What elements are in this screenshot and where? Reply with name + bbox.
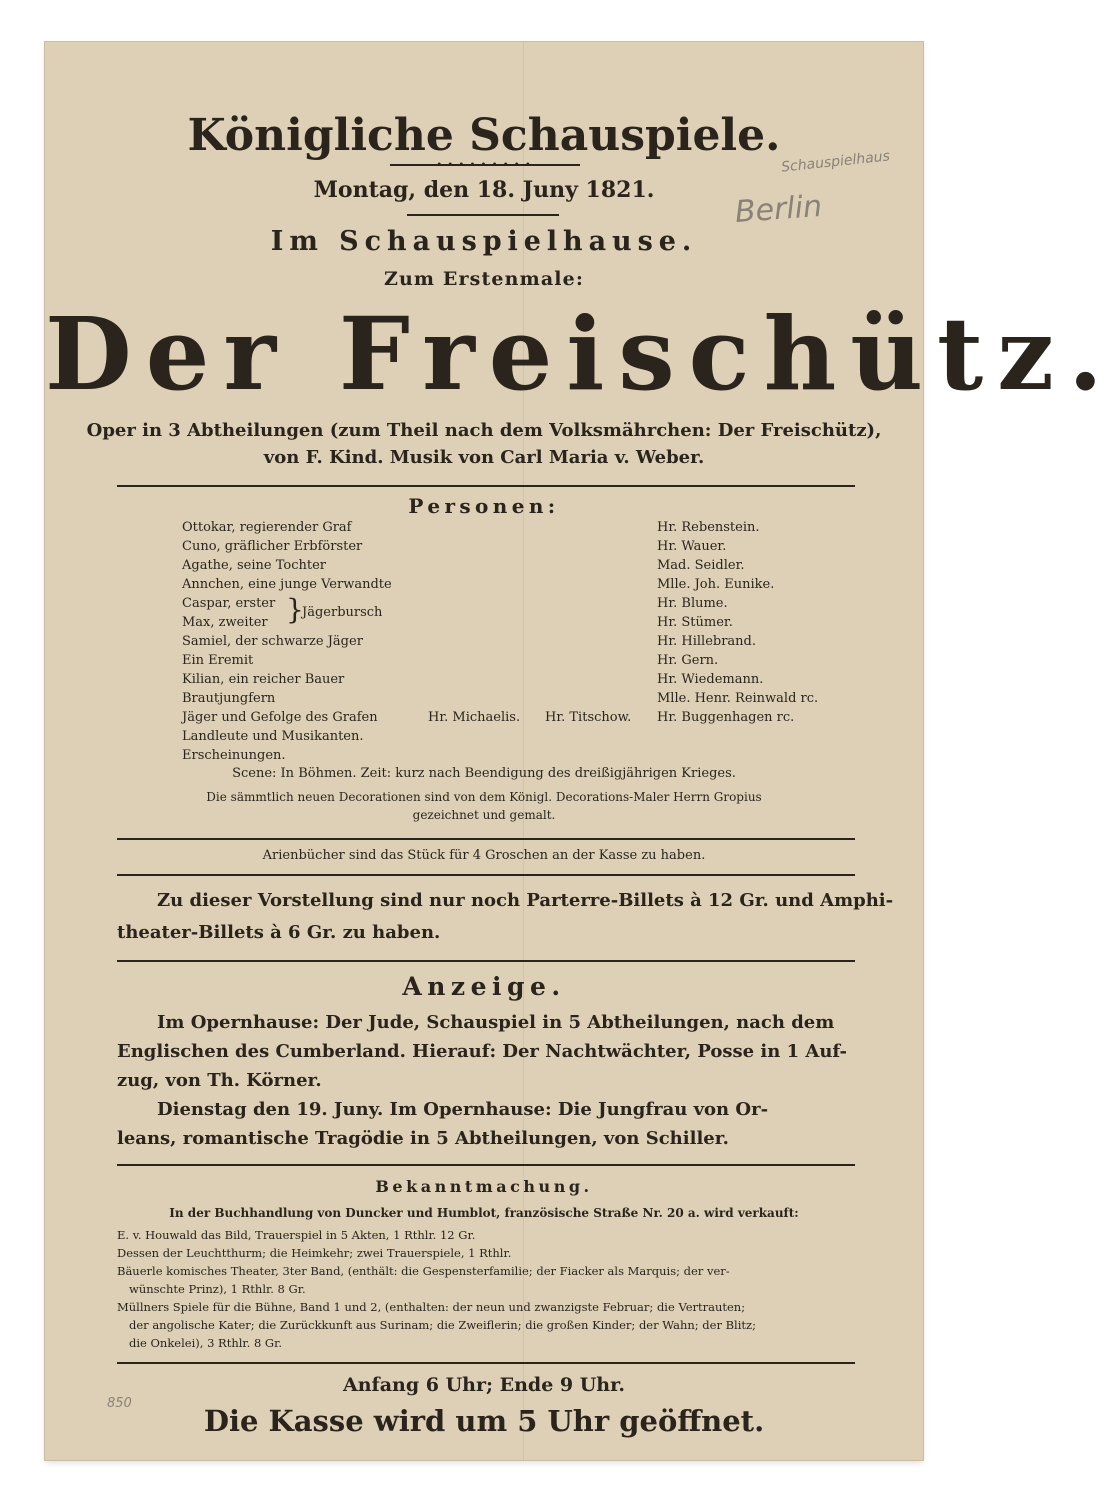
role-name: Cuno, gräflicher Erbförster bbox=[182, 539, 363, 554]
actor-name: Hr. Hillebrand. bbox=[657, 634, 757, 649]
book-line: Bäuerle komisches Theater, 3ter Band, (enthält: die Gespensterfamilie; der Fiacker als Marquis; der ver- bbox=[117, 1264, 730, 1278]
book-line: wünschte Prinz), 1 Rthlr. 8 Gr. bbox=[129, 1282, 306, 1296]
libretto-note: Arienbücher sind das Stück für 4 Groschen an der Kasse zu haben. bbox=[262, 848, 706, 863]
notice-line: Englischen des Cumberland. Hierauf: Der Nachtwächter, Posse in 1 Auf- bbox=[117, 1041, 847, 1062]
role-name: Kilian, ein reicher Bauer bbox=[182, 672, 345, 687]
playbill-sheet bbox=[45, 42, 1117, 1460]
notice-line: zug, von Th. Körner. bbox=[117, 1070, 322, 1091]
venue: Im Schauspielhause. bbox=[270, 226, 698, 257]
actor-name: Mlle. Henr. Reinwald rc. bbox=[657, 691, 819, 706]
section-rule-1 bbox=[117, 485, 855, 487]
performance-times: Anfang 6 Uhr; Ende 9 Uhr. bbox=[343, 1374, 625, 1396]
actor-name: Hr. Titschow. bbox=[545, 710, 632, 725]
brace-label: Jägerbursch bbox=[302, 605, 383, 620]
actor-name: Hr. Blume. bbox=[657, 596, 728, 611]
book-line: Dessen der Leuchtthurm; die Heimkehr; zwei Trauerspiele, 1 Rthlr. bbox=[117, 1246, 512, 1260]
role-name: Jäger und Gefolge des Grafen bbox=[182, 710, 378, 725]
section-rule-2 bbox=[117, 838, 855, 840]
notice-line: Dienstag den 19. Juny. Im Opernhause: Die Jungfrau von Or- bbox=[157, 1099, 769, 1120]
opera-title: Der Freischütz. bbox=[45, 295, 1117, 413]
book-line: die Onkelei), 3 Rthlr. 8 Gr. bbox=[129, 1336, 282, 1350]
performance-date: Montag, den 18. Juny 1821. bbox=[313, 177, 655, 203]
role-name: Samiel, der schwarze Jäger bbox=[182, 634, 363, 649]
role-name: Brautjungfern bbox=[182, 691, 276, 706]
first-time-label: Zum Erstenmale: bbox=[383, 268, 585, 290]
opera-subtitle-1: Oper in 3 Abtheilungen (zum Theil nach dem Volksmährchen: Der Freischütz), bbox=[86, 420, 882, 441]
section-rule-5 bbox=[117, 1164, 855, 1166]
decorations-line-2: gezeichnet und gemalt. bbox=[412, 808, 556, 822]
role-name: Erscheinungen. bbox=[182, 748, 286, 763]
title-ornament: • • • • • • • • • bbox=[436, 160, 532, 171]
actor-name: Hr. Rebenstein. bbox=[657, 520, 760, 535]
cast-heading: Personen: bbox=[408, 494, 560, 518]
tickets-line-2: theater-Billets à 6 Gr. zu haben. bbox=[117, 922, 441, 943]
opera-subtitle-2: von F. Kind. Musik von Carl Maria v. Weber. bbox=[263, 447, 705, 468]
announcement-intro: In der Buchhandlung von Duncker und Humblot, französische Straße Nr. 20 a. wird verkauft: bbox=[169, 1206, 799, 1220]
pencil-annotation: Schauspielhaus bbox=[780, 148, 891, 176]
actor-name: Mlle. Joh. Eunike. bbox=[657, 577, 775, 592]
role-name: Annchen, eine junge Verwandte bbox=[182, 577, 392, 592]
brace: } bbox=[286, 593, 304, 626]
role-name: Max, zweiter bbox=[182, 615, 268, 630]
section-rule-6 bbox=[117, 1362, 855, 1364]
decorations-line-1: Die sämmtlich neuen Decorationen sind von dem Königl. Decorations-Maler Herrn Gropius bbox=[206, 790, 762, 804]
notice-line: Im Opernhause: Der Jude, Schauspiel in 5 Abtheilungen, nach dem bbox=[157, 1012, 835, 1033]
role-name: Caspar, erster bbox=[182, 596, 276, 611]
role-name: Landleute und Musikanten. bbox=[182, 729, 364, 744]
book-line: Müllners Spiele für die Bühne, Band 1 und 2, (enthalten: der neun und zwanzigste Februar; die Vertrauten; bbox=[117, 1300, 746, 1314]
actor-name: Hr. Wiedemann. bbox=[657, 672, 764, 687]
theatre-title: Königliche Schauspiele. bbox=[187, 110, 781, 161]
book-line: E. v. Houwald das Bild, Trauerspiel in 5 Akten, 1 Rthlr. 12 Gr. bbox=[117, 1228, 476, 1242]
actor-name: Mad. Seidler. bbox=[657, 558, 745, 573]
tickets-line-1: Zu dieser Vorstellung sind nur noch Parterre-Billets à 12 Gr. und Amphi- bbox=[157, 890, 894, 911]
section-rule-3 bbox=[117, 874, 855, 876]
role-name: Ein Eremit bbox=[182, 653, 254, 668]
role-name: Ottokar, regierender Graf bbox=[182, 520, 352, 535]
actor-name: Hr. Stümer. bbox=[657, 615, 733, 630]
notice-line: leans, romantische Tragödie in 5 Abtheilungen, von Schiller. bbox=[117, 1128, 729, 1149]
announcement-heading: Bekanntmachung. bbox=[375, 1177, 593, 1196]
actor-name: Hr. Buggenhagen rc. bbox=[657, 710, 795, 725]
scene-line: Scene: In Böhmen. Zeit: kurz nach Beendigung des dreißigjährigen Krieges. bbox=[232, 766, 736, 781]
book-line: der angolische Kater; die Zurückkunft aus Surinam; die Zweiflerin; die großen Kinder; der Wahn; der Blitz; bbox=[129, 1318, 756, 1332]
notice-heading: Anzeige. bbox=[402, 972, 566, 1001]
pencil-annotation: Berlin bbox=[733, 189, 824, 230]
actor-name: Hr. Gern. bbox=[657, 653, 719, 668]
pencil-annotation: 850 bbox=[107, 1396, 132, 1411]
date-rule bbox=[407, 214, 559, 216]
actor-name: Hr. Wauer. bbox=[657, 539, 727, 554]
role-name: Agathe, seine Tochter bbox=[182, 558, 327, 573]
section-rule-4 bbox=[117, 960, 855, 962]
box-office-notice: Die Kasse wird um 5 Uhr geöffnet. bbox=[203, 1404, 765, 1438]
actor-name: Hr. Michaelis. bbox=[428, 710, 521, 725]
